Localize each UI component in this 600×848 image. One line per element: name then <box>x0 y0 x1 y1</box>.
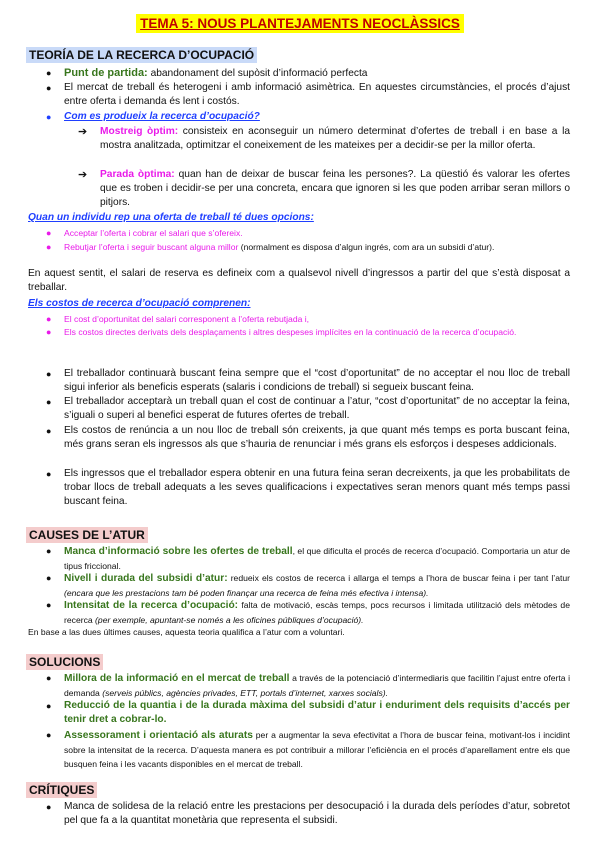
bullet-icon: ● <box>46 397 52 407</box>
arrow-icon: ➔ <box>78 126 88 138</box>
paragraph: En base a las dues últimes causes, aquesta teoria qualifica a l’atur com a voluntari. <box>28 627 345 637</box>
bullet-icon: ● <box>46 573 52 583</box>
list-item: ● Millora de la informació en el mercat de treball a través de la potenciació d’intermediaris que facilitin l’ajust entre oferta i demanda (serveis públics, agències privades, ETT, portals d’internet, xarxes socials). <box>46 673 570 699</box>
list-item: ● Acceptar l’oferta i cobrar el salari que s’ofereix. <box>64 226 570 240</box>
bullet-icon: ● <box>46 600 52 610</box>
list-item: ● Manca de solidesa de la relació entre les prestacions per desocupació i la durada dels períodes d’atur, sobretot pel que fa a la quantitat monetària que representa el subsidi. <box>46 801 570 827</box>
section-heading-critiques: CRÍTIQUES <box>26 782 97 798</box>
list-item: ● Manca d’informació sobre les ofertes de treball, el que dificulta el procés de recerca d’ocupació. Comportaria un atur de tipus friccional. <box>46 546 570 572</box>
list-item: ● Els costos de renúncia a un nou lloc de treball són creixents, ja que quant més temps es porta buscant feina, més grans seran els ingressos als que s’hauria de renunciar i més grans els esforços i despeses addicionals. <box>46 425 570 451</box>
bullet-icon: ● <box>46 469 52 479</box>
bullet-icon: ● <box>46 68 52 78</box>
list-item: ● El treballador acceptarà un treball quan el cost de continuar a l’atur, “cost d’oportunitat” de no acceptar la feina, s’iguali o superi al benefici esperat de futures ofertes de treball. <box>46 396 570 422</box>
list-item: ● Punt de partida: abandonament del supòsit d’informació perfecta <box>46 67 368 79</box>
list-item: ● Assessorament i orientació als aturats per a augmentar la seva efectivitat a l’hora de buscar feina, motivant-los i incidint sobre la intensitat de la recerca. D’aquesta manera es pot contribuir a millorar l’eficiència en el procés d’aparellament entre els que busquen feina i les vacants disponibles en el mercat de treball. <box>46 730 570 770</box>
list-item: ● Els costos directes derivats dels desplaçaments i altres despeses implícites en la continuació de la recerca d’ocupació. <box>64 325 570 339</box>
list-item: ➔ Mostreig òptim: consisteix en aconseguir un número determinat d’ofertes de treball i en base a la mostra analitzada, optimitzar el coneixement de les mateixes per a decidir-se per la millor oferta. <box>78 126 571 152</box>
section-heading-causes: CAUSES DE L’ATUR <box>26 527 148 543</box>
bullet-icon: ● <box>46 802 52 812</box>
list-item: ● El treballador continuarà buscant feina sempre que el “cost d’oportunitat” de no acceptar el nou lloc de treball sigui inferior als beneficis esperats (salaris i condicions de treball) si segueix buscant feina. <box>46 368 570 394</box>
section-heading-solutions: SOLUCIONS <box>26 654 103 670</box>
bullet-icon: ● <box>46 701 52 711</box>
list-item: ● Intensitat de la recerca d’ocupació: falta de motivació, escàs temps, pocs recursos i limitada utilització dels mètodes de recerca (per exemple, apuntant-se només a les oficines públiques d’ocupació). <box>46 600 570 626</box>
bullet-icon: ● <box>46 83 52 93</box>
arrow-icon: ➔ <box>78 169 88 181</box>
bullet-icon: ● <box>46 242 52 252</box>
list-item: ● Rebutjar l’oferta i seguir buscant alguna millor (normalment es disposa d’algun ingrés, com ara un subsidi d’atur). <box>64 240 570 254</box>
paragraph: En aquest sentit, el salari de reserva es defineix com a qualsevol nivell d’ingressos a partir del que s’està disposat a treballar. <box>28 268 570 294</box>
list-item: ● Nivell i durada del subsidi d’atur: redueix els costos de recerca i allarga el temps a l’hora de buscar feina i per tant l’atur (encara que les prestacions tam bé poden finançar una recerca de feina més efectiva i intensa). <box>46 573 571 599</box>
subheading: Quan un individu rep una oferta de treball té dues opcions: <box>28 212 314 223</box>
list-item: ● Els ingressos que el treballador espera obtenir en una futura feina seran decreixents, ja que les probabilitats de trobar llocs de treball adequats a les seves qualificacions i expectatives seran menors quant més temps passi buscant feina. <box>46 468 570 508</box>
bullet-icon: ● <box>46 314 52 324</box>
bullet-icon: ● <box>46 546 52 556</box>
bullet-icon: ● <box>46 327 52 337</box>
list-item: ➔ Parada òptima: quan han de deixar de buscar feina les persones?. La qüestió és valorar les ofertes que es troben i decidir-se per una concreta, encara que ignoren si les que poden arribar seran millors o pitjors. <box>78 169 570 209</box>
bullet-icon: ● <box>46 228 52 238</box>
bullet-icon: ● <box>46 112 52 122</box>
list-item: ● Com es produeix la recerca d’ocupació? <box>64 110 570 124</box>
section-heading-search-theory: TEORÍA DE LA RECERCA D’OCUPACIÓ <box>26 47 257 63</box>
list-item: ● El mercat de treball és heterogeni i amb informació asimètrica. En aquestes circumstàncies, el procés d’ajust entre oferta i demanda és lent i costós. <box>46 82 570 108</box>
bullet-icon: ● <box>46 730 52 740</box>
bullet-icon: ● <box>46 426 52 436</box>
list-item: ● Reducció de la quantia i de la durada màxima del subsidi d’atur i enduriment dels requisits d’accés per tenir dret a cobrar-lo. <box>46 700 570 726</box>
bullet-icon: ● <box>46 369 52 379</box>
bullet-icon: ● <box>46 673 52 683</box>
list-item: ● El cost d’oportunitat del salari corresponent a l’oferta rebutjada i, <box>64 312 570 326</box>
subheading: Els costos de recerca d’ocupació comprenen: <box>28 298 251 309</box>
document-title: TEMA 5: NOUS PLANTEJAMENTS NEOCLÀSSICS <box>136 14 464 33</box>
